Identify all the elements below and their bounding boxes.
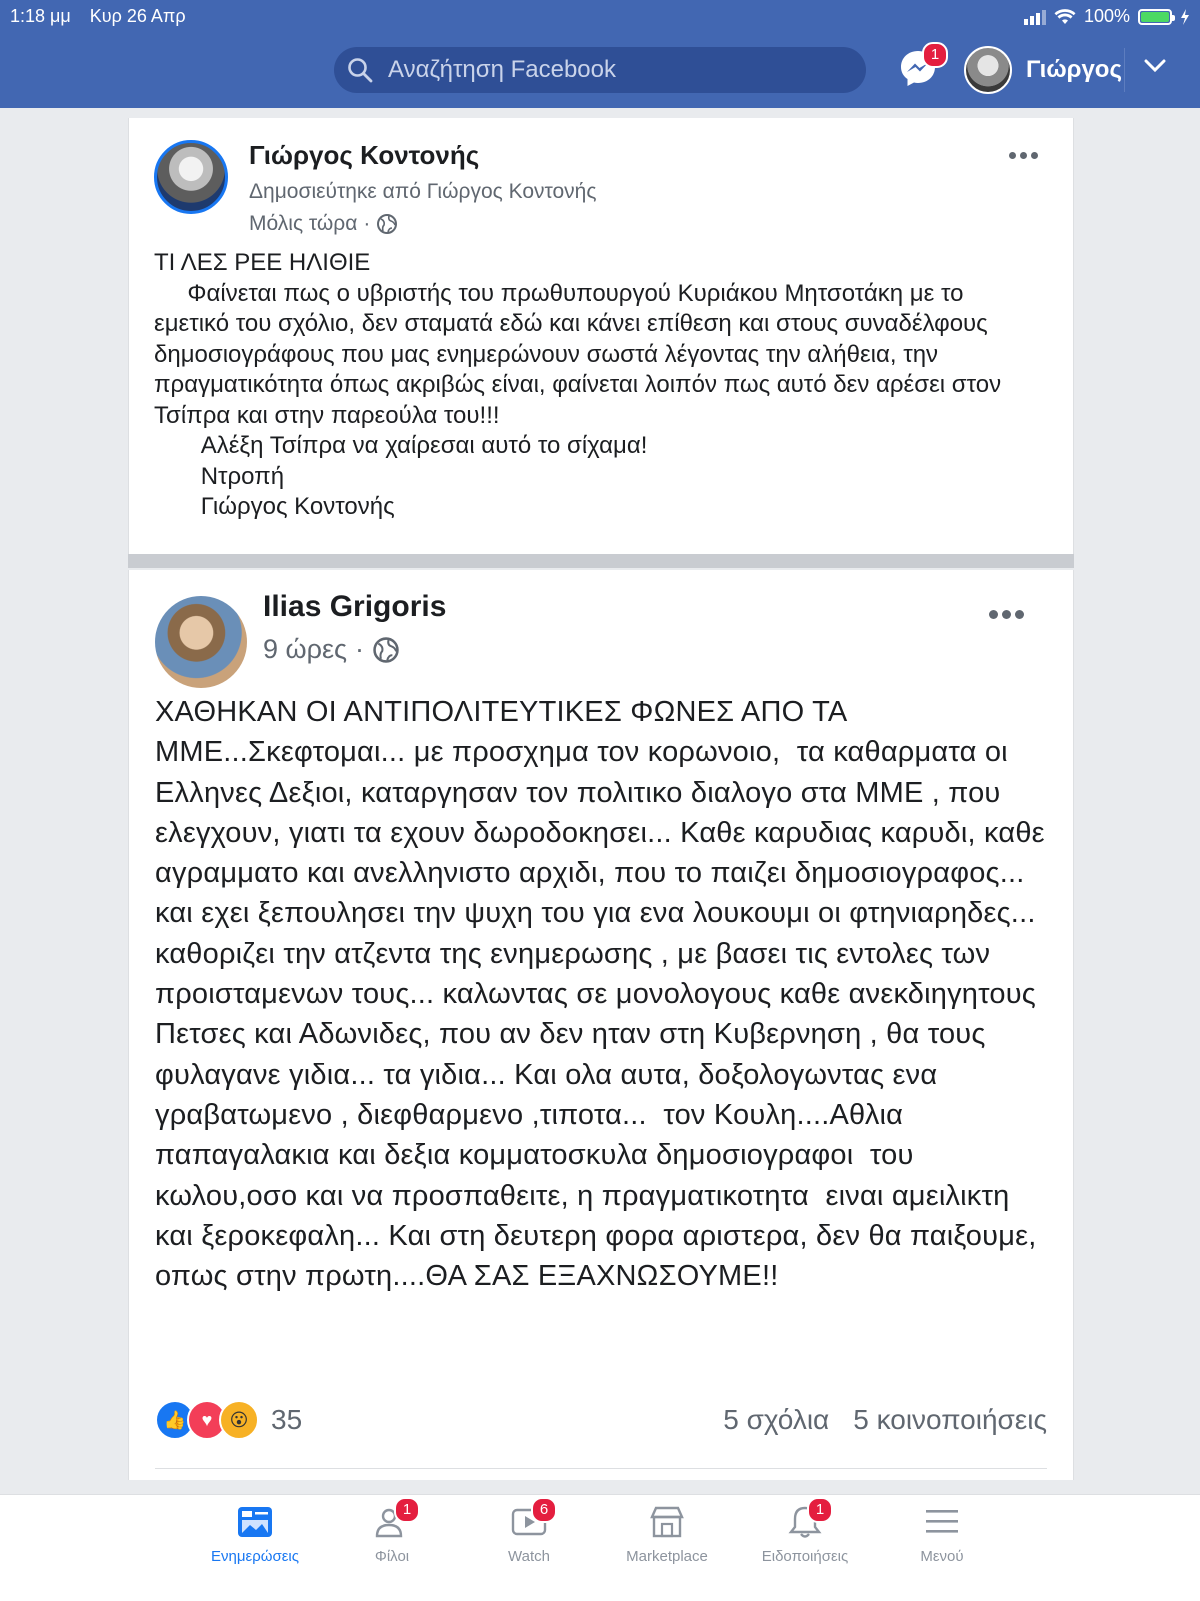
comments-count[interactable]: 5 σχόλια (723, 1404, 830, 1435)
tab-label: Ενημερώσεις (211, 1548, 299, 1565)
tab-label: Μενού (920, 1548, 964, 1565)
like-reaction-icon: 👍 (155, 1400, 195, 1440)
menu-icon (923, 1505, 961, 1539)
author-avatar[interactable] (154, 140, 228, 214)
messenger-badge: 1 (922, 42, 948, 68)
globe-icon (372, 636, 400, 664)
top-bar (0, 0, 1200, 108)
post-author[interactable]: Ilias Grigoris (263, 590, 447, 623)
post-author[interactable]: Γιώργος Κοντονής (249, 140, 480, 170)
meta-dot: · (363, 212, 371, 235)
post-text: ΧΑΘΗΚΑΝ ΟΙ ΑΝΤΙΠΟΛΙΤΕΥΤΙΚΕΣ ΦΩΝΕΣ ΑΠΟ ΤΑ ΜΜΕ...Σκεφτομαι... με προσχημα τον κορωνοιο, τα καθαρματα οι Ελληνες Δεξιοι, καταργησαν τον πολιτικο διαλογο στα ΜΜΕ , που ελεγχουν, γιατι τα εχουν δωροδοκησει... Καθε καρυδιας καρυδι, καθε αγραμματο και ανελληνιστο αρχιδι, που το παιζει δημοσιογραφος... και εχει ξεπουλησει την ψυχη του για ενα λουκουμι οι φτηνιαρηδες... καθοριζει την ατζεντα της ενημερωσης , με βασει τις εντολες των προισταμενων τους... καλωντας σε μονολογους καθε ανεκδιηγητους Πετσες και Αδωνιδες, που αν δεν ηταν στη Κυβερνηση , θα τους φυλαγανε γιδια... τα γιδια... Και ολα αυτα, δοξολογωντας ενα γραβατωμενο , διεφθαρμενο ,τιποτα... τον Κουλη....Αθλια παπαγαλακια και δεξια κομματοσκυλα δημοσιογραφοι του κωλου,οσο και να προσπαθειτε, η πραγματικοτητα ειναι αμειλικτη και ξεροκεφαλη... Και στη δευτερη φορα αριστερα, δεν θα παιξουμε, οπως στην πρωτη....ΘΑ ΣΑΣ ΕΞΑΧΝΩΣΟΥΜΕ!! (155, 696, 1054, 1293)
search-icon (347, 57, 373, 83)
marketplace-icon (648, 1505, 686, 1539)
meta-dot: · (355, 634, 365, 664)
tab-label: Ειδοποιήσεις (761, 1548, 849, 1565)
tab-friends[interactable] (332, 1501, 452, 1565)
user-name: Γιώργος (1026, 56, 1122, 83)
notifications-badge: 1 (807, 1497, 833, 1523)
post-stats (723, 1404, 1047, 1436)
status-date: Κυρ 26 Απρ (89, 6, 186, 26)
reactions-count: 35 (271, 1404, 303, 1435)
profile-shortcut[interactable] (964, 46, 1122, 94)
search-input[interactable] (386, 55, 830, 85)
post-meta (263, 634, 400, 665)
news-feed-icon (236, 1505, 274, 1539)
watch-badge: 6 (531, 1497, 557, 1523)
more-options-icon[interactable] (989, 610, 1024, 619)
post-meta (249, 212, 398, 236)
tab-menu[interactable] (882, 1505, 1002, 1565)
status-bar (10, 6, 1190, 30)
battery-icon (1138, 9, 1172, 25)
bottom-tab-bar (0, 1494, 1200, 1601)
post-card (128, 570, 1074, 1480)
chevron-down-icon[interactable] (1144, 58, 1166, 74)
charging-icon (1180, 9, 1190, 25)
wow-reaction-icon: 😮 (219, 1400, 259, 1440)
messenger-button[interactable] (898, 48, 940, 90)
friends-badge: 1 (394, 1497, 420, 1523)
love-reaction-icon: ♥ (187, 1400, 227, 1440)
tab-marketplace[interactable] (607, 1505, 727, 1565)
battery-percent: 100% (1083, 6, 1130, 26)
post-card (128, 118, 1074, 554)
actions-divider (155, 1468, 1047, 1469)
tab-news-feed[interactable] (195, 1505, 315, 1565)
status-time: 1:18 μμ (10, 6, 71, 26)
shares-count[interactable]: 5 κοινοποιήσεις (853, 1404, 1047, 1435)
published-by: Δημοσιεύτηκε από Γιώργος Κοντονής (249, 180, 597, 203)
tab-notifications[interactable] (745, 1501, 865, 1565)
tab-label: Marketplace (626, 1548, 708, 1565)
tab-watch[interactable] (469, 1501, 589, 1565)
search-bar[interactable] (334, 47, 866, 93)
globe-icon (376, 213, 398, 235)
reactions-summary[interactable] (155, 1400, 302, 1440)
more-options-icon[interactable] (1009, 152, 1038, 159)
avatar (964, 46, 1012, 94)
author-avatar[interactable] (155, 596, 247, 688)
post-text: ΤΙ ΛΕΣ ΡΕΕ ΗΛΙΘΙΕ Φαίνεται πως ο υβριστής του πρωθυπουργού Κυριάκου Μητσοτάκη με το εμετικό του σχόλιο, δεν σταματά εδώ και κάνει επίθεση και στους συναδέλφους δημοσιογράφους που μας ενημερώνουν σωστά λέγοντας την αλήθεια, την πραγματικότητα όπως ακριβώς είναι, φαίνεται λοιπόν πως αυτό δεν αρέσει στον Τσίπρα και στην παρεούλα του!!! Αλέξη Τσίπρα να χαίρεσαι αυτό το σίχαμα! Ντροπή Γιώργος Κοντονής (154, 249, 1002, 520)
feed-divider (128, 554, 1074, 568)
post-time[interactable]: 9 ώρες (263, 634, 348, 664)
header-divider (1124, 48, 1125, 92)
post-time[interactable]: Μόλις τώρα (249, 212, 358, 235)
tab-label: Watch (508, 1548, 550, 1565)
wifi-icon (1054, 9, 1076, 25)
tab-label: Φίλοι (374, 1548, 410, 1565)
signal-icon (1024, 9, 1046, 25)
